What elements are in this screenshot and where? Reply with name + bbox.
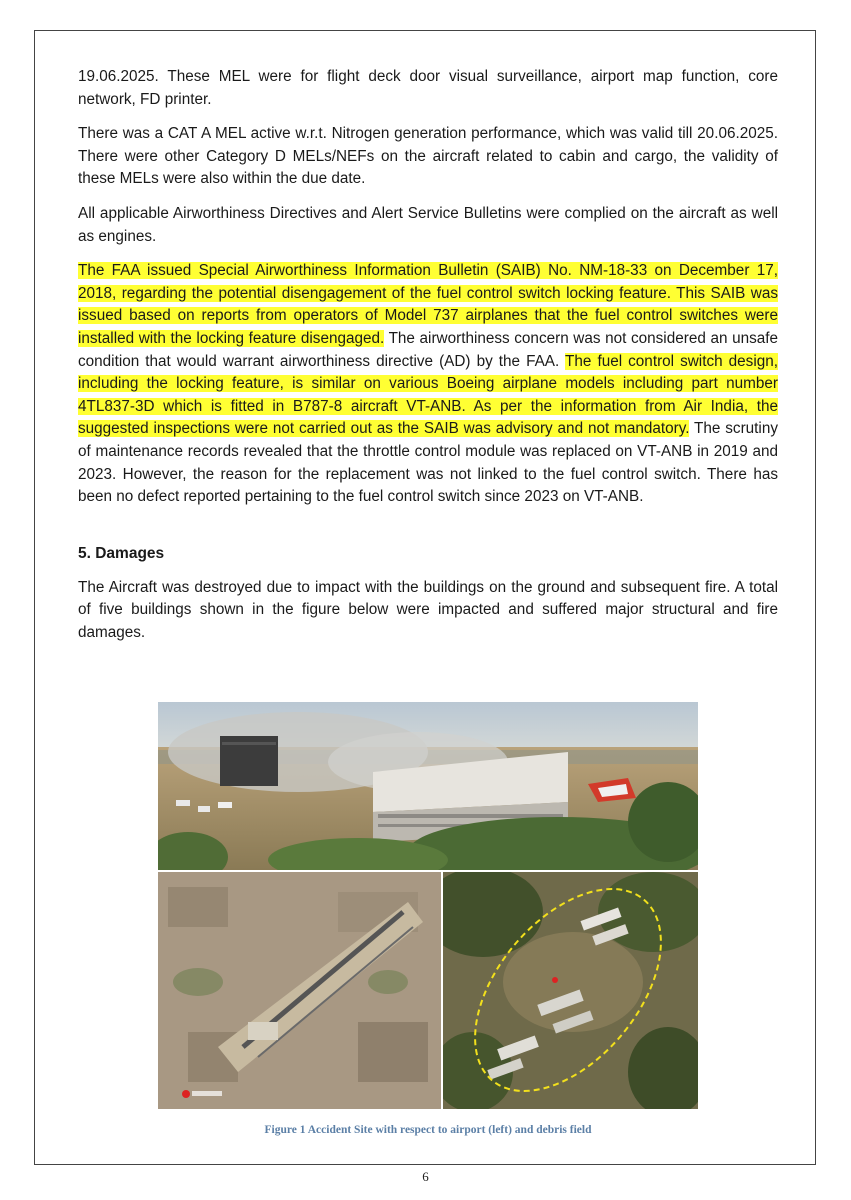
document-body xyxy=(78,66,778,656)
paragraph-cat-a-mel: There was a CAT A MEL active w.r.t. Nitrogen generation performance, which was valid till 20.06.2025. There were other Category D MELs/NEFs on the aircraft related to cabin and cargo, the validity of these MELs were also within the due date. xyxy=(78,125,778,188)
paragraph-damages: The Aircraft was destroyed due to impact with the buildings on the ground and subsequent fire. A total of five buildings shown in the figure below were impacted and suffered major structural and fire damages. xyxy=(78,578,778,641)
airport-satellite-map xyxy=(158,872,441,1109)
highlight-saib-issued: The FAA issued Special Airworthiness Information Bulletin (SAIB) No. NM-18-33 on December 17, 2018, regarding the potential disengagement of the fuel control switch locking feature. This SAIB was issued based on reports from operators of Model 737 airplanes that the fuel control switches were installed with the locking feature disengaged. xyxy=(78,262,778,347)
crash-site-photo xyxy=(158,702,698,870)
page-number: 6 xyxy=(422,1169,429,1184)
text-maintenance-records: The scrutiny of maintenance records revealed that the throttle control module was replaced on VT-ANB in 2019 and 2023. However, the reason for the replacement was not linked to the fuel control switch. There has been no defect reported pertaining to the fuel control switch since 2023 on VT-ANB. xyxy=(78,420,778,506)
debris-field-satellite-map xyxy=(443,872,698,1109)
highlight-switch-design: The fuel control switch design, including the locking feature, is similar on various Boeing airplane models including part number 4TL837-3D which is fitted in B787-8 aircraft VT-ANB. As per the information from Air India, the suggested inspections were not carried out as the SAIB was advisory and not mandatory. xyxy=(78,352,778,438)
text-ad-concern: The airworthiness concern was not considered an unsafe condition that would warrant airworthiness directive (AD) by the FAA. xyxy=(78,329,778,370)
paragraph-saib xyxy=(78,260,778,509)
figure-accident-site xyxy=(158,702,698,1109)
section-heading-damages: 5. Damages xyxy=(78,544,165,562)
figure-caption: Figure 1 Accident Site with respect to airport (left) and debris field xyxy=(264,1124,592,1136)
paragraph-airworthiness: All applicable Airworthiness Directives and Alert Service Bulletins were complied on the aircraft as well as engines. xyxy=(78,204,778,245)
paragraph-mel-list: 19.06.2025. These MEL were for flight deck door visual surveillance, airport map function, core network, FD printer. xyxy=(78,68,778,108)
